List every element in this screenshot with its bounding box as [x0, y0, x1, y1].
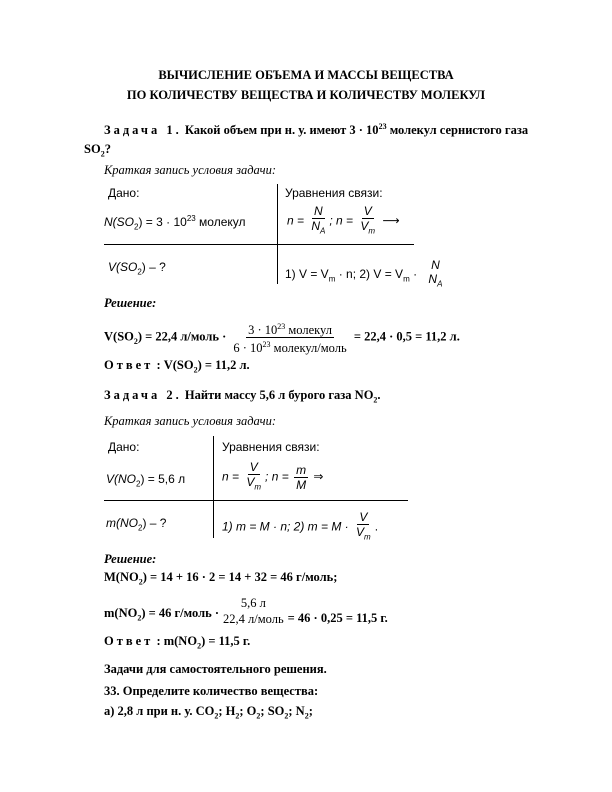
t2-mass-den: 22,4 л/моль	[223, 612, 284, 626]
task1-solution-label: Решение:	[104, 296, 157, 310]
ind-t1: ; H	[218, 704, 236, 718]
task2-question-sub: 2	[373, 395, 378, 405]
task1-exp: 23	[378, 122, 387, 131]
task2-solution-label: Решение:	[104, 552, 157, 566]
t2-gv-pre: V(NO	[106, 472, 136, 486]
task2-short-label: Краткая запись условия задачи:	[104, 414, 277, 428]
task1-relations-line1	[287, 204, 400, 238]
t1-sol-den-end: молекул/моль	[270, 341, 347, 356]
t1-gv-pre: N(SO	[104, 215, 134, 229]
t1-rel2-end: ·	[409, 266, 421, 281]
t2-gv-end: ) = 5,6 л	[140, 472, 186, 486]
task1-short-label: Краткая запись условия задачи:	[104, 163, 277, 177]
t2-rel-sep: ; n =	[265, 469, 293, 484]
task2-relations-line2	[222, 510, 378, 544]
t1-sol-num: 3 · 10	[248, 323, 278, 338]
t2-rel-M: M	[296, 477, 307, 492]
task2-question-end: .	[377, 388, 381, 402]
t2-molar-sub: 2	[138, 577, 143, 587]
task1-q2-sub: 2	[100, 149, 105, 159]
task2-relations-line1	[222, 460, 323, 494]
task2-answer	[104, 634, 250, 651]
t2-rel2-end: .	[374, 519, 379, 534]
t2-mass-pre: m(NO	[104, 605, 138, 620]
t1-rel2-fnum: N	[431, 258, 440, 272]
t2-mass-num: 5,6 л	[240, 596, 266, 610]
t2-gv-sub: 2	[136, 479, 141, 489]
task2-table-vline	[213, 436, 214, 538]
task2-molar-mass	[104, 570, 337, 587]
t1-sol-result: = 22,4 · 0,5 = 11,2 л.	[350, 329, 460, 344]
ind-a-text: при н. у. CO	[143, 704, 215, 718]
task1-question-end: молекул сернистого газа	[386, 123, 529, 138]
t1-rel-Vm: V	[360, 219, 369, 233]
independent-item-33: 33. Определите количество вещества:	[104, 684, 319, 698]
ind-s1: 2	[214, 711, 219, 721]
ind-s3: 2	[256, 711, 261, 721]
t2-mass-sub: 2	[137, 613, 142, 622]
task1-q2: SO	[84, 142, 101, 156]
task1-find	[108, 260, 166, 276]
task2-table-hline	[104, 500, 408, 501]
t2-rel2-num: V	[359, 510, 368, 524]
t1-rel-N: N	[314, 204, 323, 218]
t1-rel2-mid: · n; 2) V = V	[335, 266, 404, 281]
ind-a-val: 2,8 л	[117, 704, 144, 718]
task1-relations-line2	[285, 258, 446, 291]
independent-item-a	[104, 704, 313, 721]
ind-t5: ;	[308, 704, 313, 718]
task1-question-text: Какой объем при н. у. имеют 3 · 10	[184, 123, 379, 138]
ind-t3: ; SO	[260, 704, 285, 718]
t2-answer-end: ) = 11,5 г.	[201, 634, 251, 648]
ind-a-pre: а)	[104, 704, 118, 718]
task1-given-value	[104, 214, 246, 231]
t1-rel2: 1) V = V	[285, 266, 329, 281]
t1-sol-num-end: молекул	[285, 323, 332, 338]
t2-rel2: 1) m = M · n; 2) m = M ·	[222, 519, 353, 534]
ind-t2: ; O	[239, 704, 257, 718]
t1-answer-end: ) = 11,2 л.	[197, 358, 250, 372]
t1-rel-Vm-sub: m	[368, 226, 376, 236]
task2-given-value	[106, 472, 185, 488]
t1-rel-V: V	[363, 204, 372, 218]
task1-table-hline	[104, 244, 414, 245]
t1-answer-sub: 2	[193, 365, 198, 375]
task2-find	[106, 516, 166, 532]
task2-given-header: Дано:	[108, 440, 140, 454]
t1-answer-text: : V(SO	[153, 358, 194, 372]
t1-sol-den-exp: 23	[262, 340, 271, 350]
t1-rel2-sub: m	[328, 274, 336, 284]
t1-answer-label: Ответ	[104, 358, 154, 372]
t1-find-pre: V(SO	[108, 260, 138, 274]
t2-mass-result: = 46 · 0,25 = 11,5 г.	[287, 611, 388, 625]
ind-t4: ; N	[288, 704, 305, 718]
task2-mass-line	[104, 596, 388, 626]
t2-molar-end: ) = 14 + 16 · 2 = 14 + 32 = 46 г/моль;	[142, 570, 338, 584]
t1-rel2-fden-sub: A	[437, 279, 443, 289]
ind-s5: 2	[304, 711, 309, 721]
t1-rel2-fden: N	[428, 272, 438, 286]
t2-rel2-den: V	[356, 525, 365, 539]
t1-sol-num-exp: 23	[277, 322, 286, 331]
task2-relations-header: Уравнения связи:	[222, 440, 320, 454]
t1-rel-NA: N	[311, 219, 321, 233]
task1-given-header: Дано:	[108, 186, 140, 200]
t2-rel2-den-sub: m	[364, 532, 371, 542]
task1-relations-header: Уравнения связи:	[285, 186, 383, 200]
t2-answer-sub: 2	[197, 641, 202, 651]
t2-find-pre: m(NO	[106, 516, 138, 530]
t1-sol-sub: 2	[133, 337, 138, 347]
t1-rel-NA-sub: A	[320, 226, 326, 236]
t2-answer-label: Ответ	[104, 634, 154, 648]
task2-question-text: Найти массу 5,6 л бурого газа NO	[184, 388, 374, 402]
t1-rel-sep: ; n =	[329, 213, 357, 228]
t2-mass-mid: ) = 46 г/моль ·	[141, 605, 219, 620]
t1-gv-mid: ) = 3 · 10	[138, 215, 187, 229]
t1-rel2-sub2: m	[403, 274, 410, 284]
page-title-line2: ПО КОЛИЧЕСТВУ ВЕЩЕСТВА И КОЛИЧЕСТВУ МОЛЕКУЛ	[126, 88, 486, 102]
t2-rel-Vm-sub: m	[254, 482, 262, 492]
t2-molar-pre: M(NO	[104, 570, 139, 584]
t2-rel-V: V	[249, 460, 258, 474]
arrow-right-icon: ⟶	[382, 213, 400, 228]
task1-q2-end: ?	[104, 142, 111, 156]
t2-find-sub: 2	[138, 523, 143, 533]
t2-rel-m: m	[296, 462, 307, 477]
t1-rel-n: n =	[287, 213, 308, 228]
t1-find-end: ) – ?	[141, 260, 166, 274]
t1-sol-den: 6 · 10	[233, 341, 263, 356]
t2-find-end: ) – ?	[142, 516, 167, 530]
task2-label: Задача 2.	[104, 388, 182, 402]
t1-sol-pre: V(SO	[104, 329, 134, 344]
independent-heading: Задачи для самостоятельного решения.	[104, 662, 327, 676]
t2-rel-n: n =	[222, 469, 243, 484]
task1-table-vline	[277, 184, 278, 284]
page-title-line1: ВЫЧИСЛЕНИЕ ОБЪЕМА И МАССЫ ВЕЩЕСТВА	[158, 68, 454, 82]
task1-solution-line	[104, 320, 460, 355]
t2-rel-Vm: V	[246, 475, 255, 489]
implies-arrow-icon: ⇒	[313, 469, 324, 484]
task1-question-line2	[84, 142, 111, 159]
task2-question	[104, 388, 381, 405]
t1-gv-exp: 23	[186, 214, 196, 223]
ind-s4: 2	[284, 711, 289, 721]
t2-answer-text: : m(NO	[153, 634, 198, 648]
t1-gv-end: молекул	[195, 215, 246, 229]
t1-sol-mid: ) = 22,4 л/моль ·	[137, 329, 230, 344]
t1-find-sub: 2	[137, 267, 142, 277]
task1-question	[104, 122, 554, 138]
t1-gv-sub: 2	[134, 222, 139, 232]
task1-label: Задача 1.	[104, 123, 182, 138]
task1-answer	[104, 358, 250, 375]
ind-s2: 2	[235, 711, 240, 721]
